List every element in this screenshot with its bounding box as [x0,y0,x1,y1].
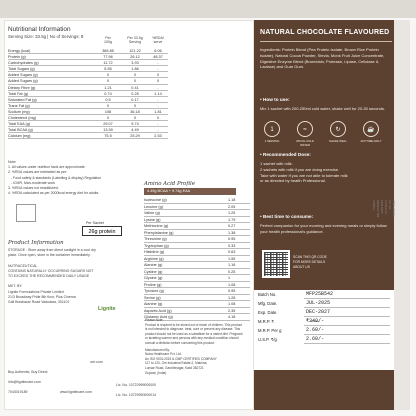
value-per-100g: 5.55 [104,67,112,72]
value-per-serving: 25.29 [130,134,140,139]
amino-acid-name: Proline (g) [144,282,162,287]
fssai-lic-2: Lic. No. 10729990000014 [116,393,157,397]
amino-acid-name: Alanine (g) [144,263,163,267]
value-rda: 1.81 [154,109,162,114]
buy-direct-title: Buy Authentic, Buy Direct [8,370,48,374]
value-per-100g: 29.07 [103,122,113,127]
value-rda: 0 [156,79,160,84]
nutrition-title: Nutritional Information [8,26,71,33]
amino-acid-name: Phenylalanine (g) [144,230,174,235]
value-rda: - [157,103,159,108]
notice-title: Please Note: [145,318,164,322]
value-per-100g: 75.5 [104,134,112,139]
title-divider [260,41,392,42]
amino-acid-value: 1.28 [228,295,236,300]
amino-acid-value: 1.08 [228,282,236,287]
value-per-100g: 108 [104,109,112,114]
batch-key: Mfg. Date. [258,301,278,306]
value-per-serving: 0 [133,73,137,78]
value-rda: - [157,61,159,66]
usage-step [260,121,284,143]
amino-acid-name: Threonine (g) [144,237,167,241]
batch-key: M.R.P. ₹ [258,319,275,324]
mfd-lines [145,352,245,375]
nutrient-name: Total Fat (g) [8,91,29,96]
nutrient-name: Added Sugars (g) [8,79,38,84]
side-tab [394,20,410,410]
serving-size: Serving Size: 33.5g | No of Servings: 8 [8,34,84,39]
product-info-line: MKT. BY: [8,284,23,289]
nutrient-name: Total EAA (g) [8,122,31,127]
batch-row [254,317,394,326]
value-per-serving: 121.22 [129,49,141,53]
value-rda: 48.37 [153,55,163,60]
value-per-serving: 0.41 [131,85,139,90]
amino-acid-name: Serine (g) [144,295,161,300]
batch-key: U.S.P. ₹/g [258,337,277,342]
amino-acid-name: Histidine (g) [144,250,165,254]
sachet-icon [16,204,36,222]
batch-row [254,299,394,308]
product-info-line: Gali Bowbazar Road Vadodara, 301101 [8,300,70,305]
how-to-use-heading: • How to use: [260,97,290,102]
value-rda: - [157,67,159,72]
amino-acid-value: 1.25 [228,211,236,215]
amino-acid-name: Cystine (g) [144,269,163,274]
recommended-dose-text [260,161,390,184]
note-line: - Food safety & standards (Labelling & display) Regulation [8,175,102,180]
note-line: 3. %RDA values not established. [8,186,59,191]
scan-qr-text: SCAN THIS QR CODE FOR MORE DETAILS ABOUT US [293,255,327,269]
amino-acid-value: 1.16 [228,263,236,267]
amino-acid-name: Valine (g) [144,211,160,215]
nutrient-name: Calcium (mg) [8,134,31,139]
amino-acid-value: 0.95 [228,237,236,241]
batch-row [254,308,394,317]
batch-info-panel [254,290,394,370]
value-per-serving: 9.74 [131,122,139,127]
batch-value: 2.60/- [306,327,325,333]
mfd-by-label: Manufactured By: [145,347,170,352]
amino-acid-name: Tryptophan (g) [144,243,169,248]
amino-acid-value: 1.18 [228,198,236,202]
top-strip [0,0,416,18]
amino-acid-name: Isoleucine (g) [144,198,167,202]
usage-steps [260,121,390,145]
value-per-serving: 0 [133,116,137,121]
flavour-title: NATURAL CHOCOLATE FLAVOURED [260,29,390,36]
product-info-line: 21/3 Broadway Pride 8th floor, Pius Cinema [8,294,76,299]
website-text-2: ore.com [90,360,103,364]
amino-acid-value: 1 [228,276,231,280]
batch-value: 2.60/- [306,336,325,342]
product-info-line: TO EXCEED THE RECOMMENDED DAILY USAGE [8,274,90,279]
product-info-text [8,248,138,305]
mfd-line: Gujarat, (India) [145,370,167,375]
value-rda: - [157,85,159,90]
batch-key: Exp. Date. [258,310,278,315]
value-per-100g: 0 [106,79,110,84]
usage-step-icon: ≈ [297,121,313,137]
amino-acid-value: 1.79 [228,217,236,222]
value-rda: 6.06 [154,49,162,53]
value-per-100g: 0 [106,103,110,108]
phone-text: 7043019189 [8,390,28,394]
mfd-line: An ISO 9001:2015 & GMP CERTIFIED COMPANY [145,356,217,361]
note-line: - ICMR, Man-moderate work [8,180,56,185]
value-rda: 0 [156,73,160,78]
how-to-use-text: Mix 1 sachet with 200-250ml cold water, shake well for 20-30 seconds. [260,106,385,111]
amino-acid-value: 0.95 [228,289,236,293]
product-info-line: NUTRACEUTICAL [8,263,38,268]
protein-badge: 26g protein [82,226,122,236]
dose-line: 1 sachet with milk. [260,161,293,166]
nutrient-name: Carbohydrates (g) [8,61,39,66]
amino-acid-title: Amino Acid Profile [144,181,195,187]
recommended-dose-heading: • Recommended Dose: [260,152,311,157]
amino-acid-value: 1.38 [228,230,236,235]
product-info-line: STORAGE : Store away from direct sunlight in a cool dry [8,248,96,252]
mfd-line: Lunsar Road, Gandhinagar, Kalol 382721 [145,365,204,370]
nutrient-name: Saturated Fat (g) [8,97,37,102]
usage-step-label: SHAKE WELL [329,139,347,143]
value-per-serving: 0.17 [131,97,139,102]
value-per-100g: 11.72 [103,61,113,66]
value-per-serving: 0 [133,103,137,108]
amino-acid-name: Tyrosine (g) [144,289,165,293]
nutrient-name: Dietary Fibre (g) [8,85,36,90]
amino-acid-value: 0.63 [228,250,236,254]
bottom-strip [254,374,394,410]
amino-acid-name: Lysine (g) [144,217,161,222]
nutrient-name: Protein (g) [8,55,26,60]
batch-row [254,326,394,335]
note-line: 4. %RDA calculated as per 2000kcal energy diet for adults. [8,191,100,196]
product-notice [145,318,245,375]
usage-step-icon: ☕ [363,121,379,137]
amino-acid-value: 2.05 [228,204,236,209]
nutrient-name: Total BCAA (g) [8,128,33,133]
nutrient-name: Added Sugars (g) [8,73,38,78]
dose-line: or as directed by health Professional. [260,178,326,184]
ingredients-text: Ingredients: Protein Blend (Pea Protein Isolate, Brown Rice Protein Isolate), Natural Cocoa Powder, Stevia, Monk Fruit Juice Concentrate, Digestive Enzyme Blend (Bromelain, Protease, Lipase, Cellulase & Lactase) and Guar Gum. [260,47,385,70]
amino-acid-name: Leucine (g) [144,204,163,209]
batch-value: DEC-2027 [306,309,331,315]
note-line: 2. %RDA values are estimated as per: [8,170,68,175]
amino-acid-value: 0.33 [228,243,236,248]
product-info-title: Product Information [8,240,64,246]
product-info-line: CONTAINS NATURALLY OCCURRING SUGARS NOT [8,268,94,273]
amino-acid-value: 0.27 [228,224,236,228]
amino-acid-name: Methionine (g) [144,224,169,228]
usage-step-label: ANYTIME DAILY [360,139,382,143]
product-info-line: place. Once open, store in the container immediately. [8,253,91,258]
value-per-100g: 77.96 [103,55,113,60]
qr-code-icon[interactable] [262,250,290,278]
amino-acid-table [144,197,250,321]
value-per-100g: 0.5 [105,97,111,102]
value-rda: 0 [156,116,160,121]
nutrition-table-header [8,37,168,47]
value-per-100g: 1.21 [104,85,112,90]
usage-step-label: 250 ML COLD WATER [296,139,314,147]
value-per-100g: 0 [106,73,110,78]
value-per-100g: 365.85 [102,49,114,53]
usage-step-label: 1 SERVING [264,139,280,143]
nutrition-row [8,133,168,139]
lignite-leaf-icon: Lignite [98,306,116,312]
col-per-100g: Per 100g [104,36,112,44]
amino-acid-bar: 4.49g BCAA + 9.74g EAA [144,188,236,195]
note-line: 1. All values under nutrition facts are approximate. [8,165,86,170]
value-rda: - [157,97,159,102]
fssai-lic-1: Lic. No. 10722999000000 [116,383,157,387]
value-per-100g: 13.39 [103,128,113,133]
per-sachet-label: Per Sachet [86,221,104,225]
dose-line: 2 sachets with milk if you are doing exercise. [260,166,340,172]
amino-acid-name: Aspartic Acid (g) [144,308,172,313]
nutrient-name: Trans Fat (g) [8,103,30,108]
usage-step-icon: 1 [264,121,280,137]
value-per-serving: 0 [133,79,137,84]
col-per-serving: Per 33.5g Serving [127,36,143,44]
batch-row [254,290,394,299]
nutrition-table [8,48,168,139]
nutrient-name: Cholesterol (mg) [8,116,37,121]
amino-acid-value: 1.55 [228,256,236,261]
value-rda: - [157,128,159,133]
note-line: Note: [8,160,17,164]
value-per-serving: 1.86 [131,67,139,72]
email-text: info@lignitecare.com [8,380,41,384]
nutrient-name: Sodium (mg) [8,109,30,114]
value-per-serving: 26.12 [130,55,140,60]
value-per-serving: 4.49 [131,128,139,133]
value-per-serving: 36.18 [130,109,140,114]
usage-step [359,121,383,143]
value-rda: - [157,122,159,127]
notice-text: Product is required to be stored out of reach of children. This product is not intended to diagnose, treat, cure or prevent any disease. This product should not be used as a substitute for a varied diet. Pregnant or lactating women and persons with any medical condition should consult a dietician before consuming this product. [145,322,243,345]
amino-acid-value: 2.35 [228,308,236,313]
col-rda: %RDA/ serve [152,36,164,44]
batch-value: JUL-2025 [306,300,331,306]
value-rda: 1.14 [154,91,162,96]
usage-step [293,121,317,147]
batch-key: Batch No. [258,292,277,297]
amino-acid-name: Glycine (g) [144,276,163,280]
value-per-100g: 0.74 [104,91,112,96]
best-time-text: Perfect companion for your morning and evening meals or simply follow your health professional's guidance. [260,223,387,234]
dose-line: Take with water if you are not able to tolerate milk [260,172,348,178]
usage-step-icon: ↻ [330,121,346,137]
amino-acid-name: Arginine (g) [144,256,164,261]
amino-acid-name: Alanine (g) [144,302,163,306]
amino-acid-value: 0.25 [228,269,236,274]
side-tax-label: (INCLUSIVE OF ALL TAXES AS PER MRP WEIGHT ON LABEL) [372,200,396,218]
value-per-100g: 0 [106,116,110,121]
batch-value: MFP25B542 [306,291,334,297]
mfd-line: Nutra Healthcare Pvt. Ltd. [145,352,182,357]
batch-key: M.R.P. Per g [258,328,282,333]
value-rda: 2.53 [154,134,162,139]
amino-acid-value: 1.08 [228,302,236,306]
value-per-serving: 3.93 [131,61,139,66]
amino-acid-value: 4.18 [228,315,236,319]
value-per-serving: 0.25 [131,91,139,96]
mfd-line: 117 to 120, Om Industrial Estate-2, Makrina, [145,361,208,366]
product-info-line: Lignite Formulations Private Limited [8,289,64,294]
website-text: www.lignitecare.com [60,390,92,394]
amino-acid-name: Glutamic Acid (g) [144,315,173,319]
usage-step [326,121,350,143]
nutrient-name: Energy (kcal) [8,49,31,53]
batch-value: ₹3̶4̶0̶/- [306,318,325,324]
best-time-heading: • Best time to consume: [260,214,314,219]
batch-row [254,335,394,344]
nutrient-name: Total Sugars (g) [8,67,35,72]
